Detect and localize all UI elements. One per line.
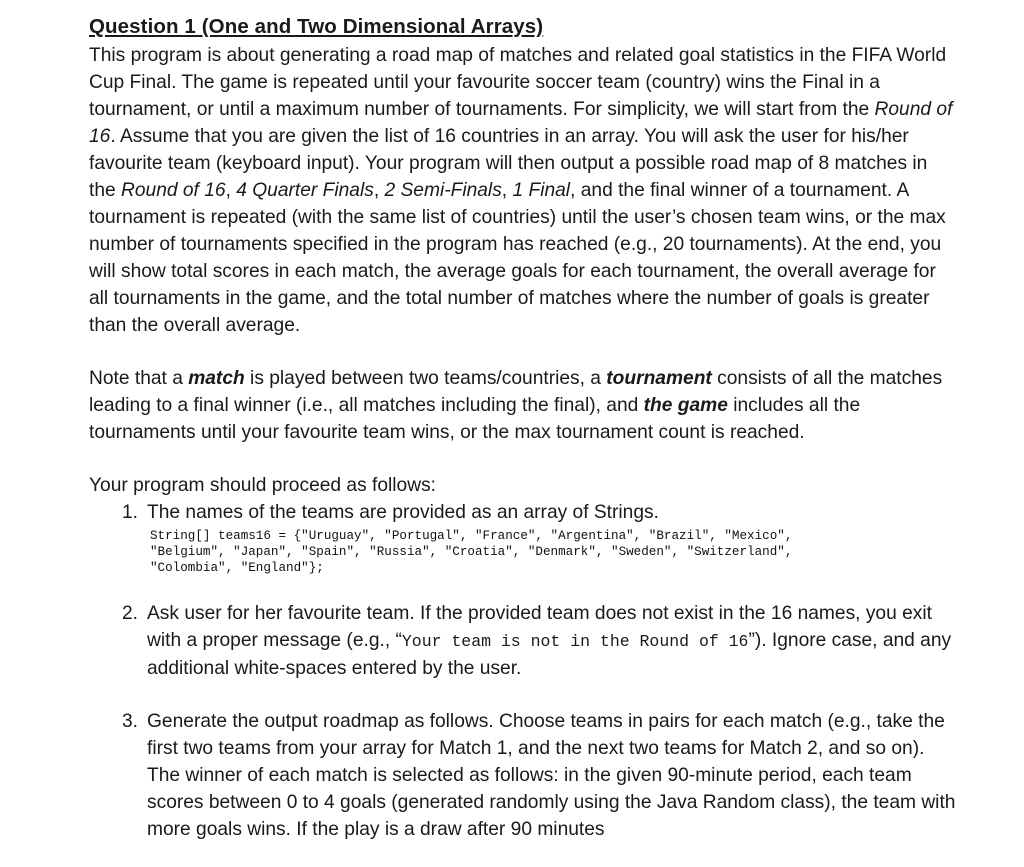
steps-list — [89, 499, 959, 843]
step-1 — [89, 499, 959, 576]
intro-text-2: . Assume that you are given the list of 16 countries in an array. You will ask the user for his/her favourite team (keyboard input). Your program will then output a possible road map of 8 matches in the — [89, 126, 928, 201]
def-text-3: consists of all the matches leading to a final winner (i.e., all matches including the final), and — [89, 368, 943, 416]
game-term: the game — [643, 395, 728, 416]
intro-paragraph — [89, 42, 959, 339]
document-page — [89, 12, 959, 843]
final-term: 1 Final — [512, 180, 571, 201]
def-text-2: is played between two teams/countries, a — [244, 368, 607, 389]
intro-sep-1: , — [225, 180, 237, 201]
step-text-a: Ask user for her favourite team. If the provided team does not exist in the 16 names, you exit with a proper message (e.g., “ — [147, 603, 932, 651]
round16-term-2: Round of 16 — [121, 180, 226, 201]
step-text: Generate the output roadmap as follows. Choose teams in pairs for each match (e.g., take the first two teams from your array for Match 1, and the next two teams for Match 2, and so on). The winner of each match is selected as follows: in the given 90-minute period, each team scores between 0 to 4 goals (generated randomly using the Java Random class), the team with more goals wins. If the play is a draw after 90 minutes — [147, 711, 956, 840]
steps-intro: Your program should proceed as follows: — [89, 475, 436, 496]
step-number: 3. — [122, 711, 139, 732]
step-number: 2. — [122, 603, 139, 624]
match-term: match — [188, 368, 245, 389]
definitions-paragraph — [89, 365, 959, 446]
step-number: 1. — [122, 502, 139, 523]
tournament-term: tournament — [606, 368, 712, 389]
error-message-code: Your team is not in the Round of 16 — [401, 632, 749, 651]
step-text: The names of the teams are provided as an array of Strings. — [147, 502, 659, 523]
step-text-b: ”). Ignore case, and any additional white-spaces entered by the user. — [147, 630, 952, 679]
step-3 — [89, 708, 959, 843]
intro-text-1: This program is about generating a road map of matches and related goal statistics in the FIFA World Cup Final. The game is repeated until your favourite soccer team (country) wins the Final in a tournament, or until a maximum number of tournaments. For simplicity, we will start from the — [89, 45, 947, 120]
round16-term: Round of 16 — [89, 99, 953, 147]
intro-text-3: , and the final winner of a tournament. A tournament is repeated (with the same list of countries) until the user’s chosen team wins, or the max number of tournaments specified in the program has reached (e.g., 20 tournaments). At the end, you will show total scores in each match, the average goals for each tournament, the overall average for all tournaments in the game, and the total number of matches where the number of goals is greater than the overall average. — [89, 180, 946, 336]
question-title: Question 1 (One and Two Dimensional Arrays) — [89, 15, 544, 38]
semi-finals-term: 2 Semi-Finals — [384, 180, 502, 201]
intro-sep-2: , — [373, 180, 385, 201]
intro-sep-3: , — [501, 180, 513, 201]
def-text-1: Note that a — [89, 368, 189, 389]
quarter-finals-term: 4 Quarter Finals — [236, 180, 374, 201]
code-block-teams16: String[] teams16 = {"Uruguay", "Portugal", "France", "Argentina", "Brazil", "Mexico", "Belgium", "Japan", "Spain", "Russia", "Croatia", "Denmark", "Sweden", "Switzerland", "Colombia", "England"}; — [150, 529, 793, 575]
step-2 — [89, 600, 959, 682]
def-text-4: includes all the tournaments until your favourite team wins, or the max tournament count is reached. — [89, 395, 861, 443]
